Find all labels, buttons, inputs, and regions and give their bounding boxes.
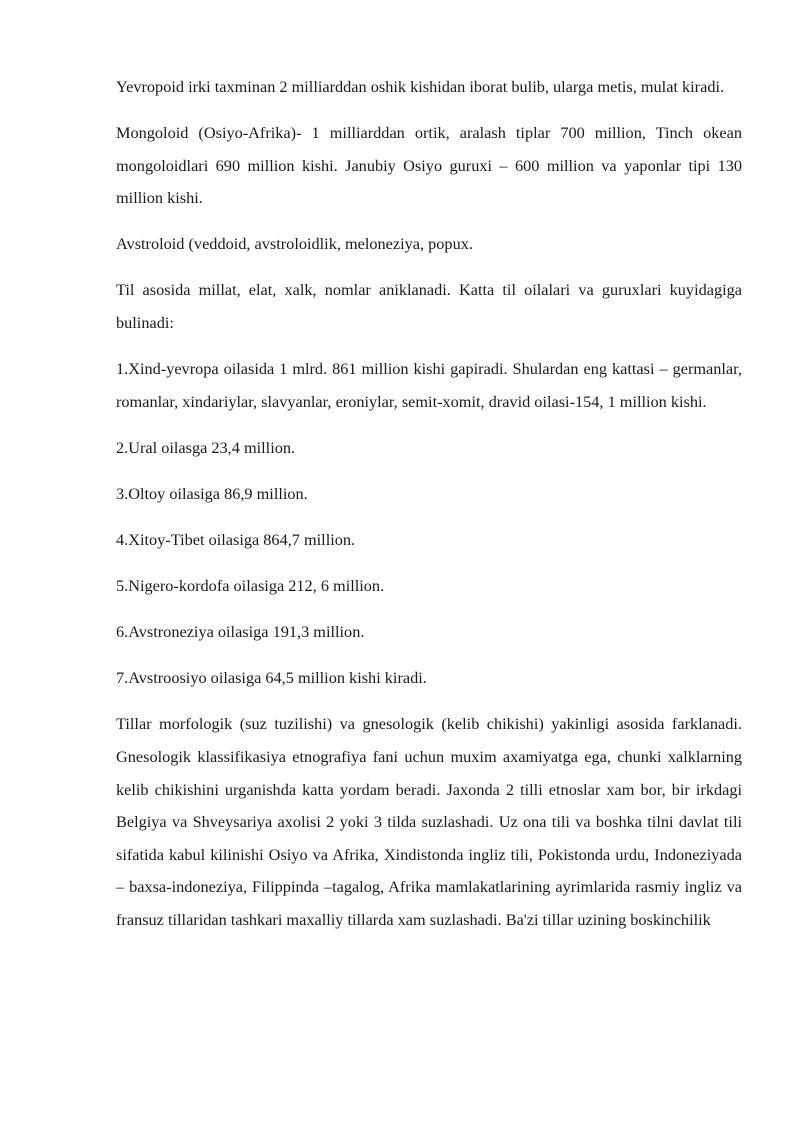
list-item-oltoy: 3.Oltoy oilasiga 86,9 million. xyxy=(116,483,308,503)
paragraph-yevropoid: Yevropoid irki taxminan 2 milliarddan oshik kishidan iborat bulib, ularga metis, mulat kiradi. xyxy=(116,77,725,96)
paragraph-tillar-morfologik: Tillar morfologik (suz tuzilishi) va gnesologik (kelib chikishi) yakinligi asosida farklanadi. Gnesologik klassifikasiya etnografiya fani uchun muxim axamiyatga ega, chunki xalklarning kelib chikishini urganishda katta yordam beradi. Jaxonda 2 tilli etnoslar xam bor, bir irkdagi Belgiya va Shveysariya axolisi 2 yoki 3 tilda suzlashadi. Uz ona tili va boshka tilni davlat tili sifatida kabul kilinishi Osiyo va Afrika, Xindistonda ingliz tili, Pokistonda urdu, Indoneziyada – baxsa-indoneziya, Filippinda –tagalog, Afrika mamlakatlarining ayrimlarida rasmiy ingliz va fransuz tillaridan tashkari maxalliy tillarda xam suzlashadi. Ba'zi tillar uzining boskinchilik xyxy=(116,714,742,929)
list-item-avstroneziya: 6.Avstroneziya oilasiga 191,3 million. xyxy=(116,622,365,642)
list-item-xitoy-tibet: 4.Xitoy-Tibet oilasiga 864,7 million. xyxy=(116,530,356,550)
paragraph-avstroloid: Avstroloid (veddoid, avstroloidlik, meloneziya, popux. xyxy=(116,234,473,254)
list-item-avstroosiyo: 7.Avstroosiyo oilasiga 64,5 million kishi kiradi. xyxy=(116,668,427,688)
paragraph-mongoloid: Mongoloid (Osiyo-Afrika)- 1 milliarddan ortik, aralash tiplar 700 million, Tinch okean mongoloidlari 690 million kishi. Janubiy Osiyo guruxi – 600 million va yaponlar tipi 130 million kishi. xyxy=(116,123,742,208)
list-item-nigero-kordofa: 5.Nigero-kordofa oilasiga 212, 6 million. xyxy=(116,576,385,596)
list-item-xind-yevropa: 1.Xind-yevropa oilasida 1 mlrd. 861 million kishi gapiradi. Shulardan eng kattasi – germanlar, romanlar, xindariylar, slavyanlar, eroniylar, semit-xomit, dravid oilasi-154, 1 million kishi. xyxy=(116,359,742,411)
list-item-ural: 2.Ural oilasga 23,4 million. xyxy=(116,437,296,457)
paragraph-til-asosida: Til asosida millat, elat, xalk, nomlar aniklanadi. Katta til oilalari va guruxlari kuyidagiga bulinadi: xyxy=(116,280,742,333)
